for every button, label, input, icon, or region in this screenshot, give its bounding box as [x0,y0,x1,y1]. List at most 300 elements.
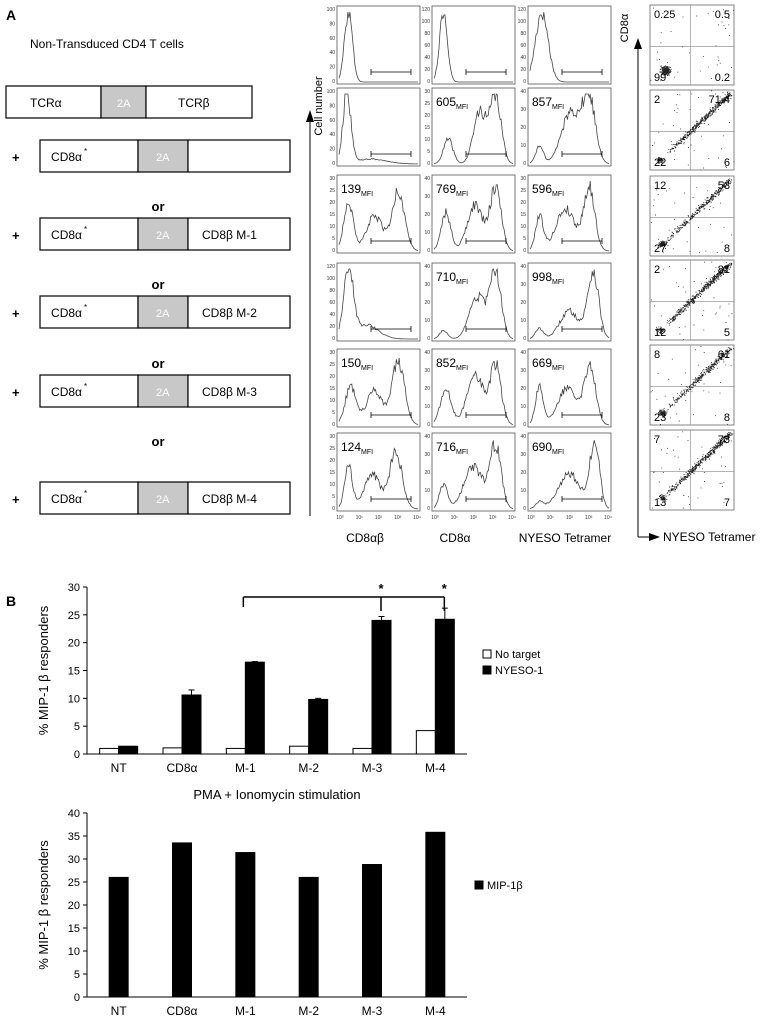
quadrant-percent: 22 [654,157,667,169]
dot-plot-column [619,5,755,544]
histogram-panel [518,6,611,85]
histogram-panel [329,175,420,254]
y-tick-label: 10 [520,318,526,324]
histogram-panel [329,349,420,428]
y-tick-label: 5 [332,494,335,500]
x-tick-label: 10² [469,515,478,521]
y-tick-label: 20 [329,64,335,71]
y-tick-label: 80 [424,31,430,37]
y-tick-label: 40 [329,132,335,139]
y-tick-label: 20 [329,146,335,153]
y-tick-label: 0 [427,161,430,167]
mfi-subscript: MFI [552,104,565,111]
y-tick-label: 30 [424,194,430,200]
plus-sign: + [12,385,20,400]
quadrant-percent: 73 [717,434,730,446]
quadrant-percent: 12 [654,180,667,192]
x-tick-label: 10¹ [450,515,458,521]
y-tick-label: 20 [329,200,335,206]
mfi-value: 596 [532,182,553,196]
y-tick-label: 0 [427,336,430,342]
x-tick-label: CD8α [166,761,198,775]
dot-plot-panel [650,345,734,425]
y-tick-label: 0 [332,161,335,167]
y-tick-label: 10 [424,137,430,143]
y-tick-label: 15 [329,470,335,476]
y-tick-label: 0 [523,422,526,428]
y-tick-label: 120 [517,7,526,13]
y-tick-label: 80 [329,103,335,110]
y-tick-label: 0 [427,506,430,512]
cd8a-star: * [84,225,88,234]
y-tick-label: 15 [520,212,526,218]
cd8b-label: CD8β M-2 [202,306,257,320]
y-tick-label: 0 [73,992,80,1004]
y-tick-label: 5 [523,236,526,242]
linker-2a-label: 2A [156,230,170,242]
construct-diagram [6,86,290,514]
quadrant-percent: 23 [654,412,667,424]
bar [426,832,445,997]
bar [182,695,201,754]
y-tick-label: 15 [67,665,80,678]
quadrant-percent: 6 [723,157,730,169]
quadrant-percent: 7 [654,434,661,446]
cell-number-label: Cell number [313,76,325,136]
quadrant-percent: 7 [723,497,730,509]
y-tick-label: 40 [424,264,430,270]
bar [236,853,255,997]
y-tick-label: 40 [520,434,526,440]
dot-plot-panel [650,430,734,510]
bar [119,746,138,754]
y-tick-label: 20 [424,67,430,73]
or-label: or [151,199,165,214]
y-tick-label: 35 [67,831,80,843]
bar [309,699,328,754]
bar [290,746,309,754]
y-tick-label: 10 [67,946,80,958]
legend-swatch [483,650,491,658]
y-tick-label: 0 [332,79,335,85]
quadrant-percent: 99 [654,72,667,84]
y-tick-label: 20 [424,212,430,218]
cd8a-label: CD8α [51,150,82,164]
mfi-subscript: MFI [552,365,565,372]
y-tick-label: 120 [421,7,430,13]
cd8b-label: CD8β M-3 [202,385,257,399]
mfi-subscript: MFI [361,191,374,198]
cd8a-star: * [84,489,88,498]
y-tick-label: 40 [424,350,430,356]
x-tick-label: CD8α [166,1004,198,1018]
bar [363,865,382,997]
x-tick-label: 10⁰ [431,515,439,521]
cd8-construct [12,296,290,328]
linker-2a-label: 2A [156,308,170,320]
y-tick-label: 30 [520,368,526,374]
y-tick-label: 30 [520,282,526,288]
x-tick-label: 10⁴ [413,515,421,521]
quadrant-percent: 13 [654,497,667,509]
y-tick-label: 5 [332,410,335,416]
quadrant-percent: 12 [654,327,667,339]
y-tick-label: 30 [424,368,430,374]
y-tick-label: 30 [67,582,80,594]
histogram-panel [329,433,420,521]
column-label: CD8α [439,531,471,545]
y-tick-label: 30 [329,434,335,440]
bar [353,748,372,754]
quadrant-percent: 8 [723,243,730,255]
cd8-construct [12,218,290,250]
histogram-grid [306,6,612,545]
mfi-subscript: MFI [456,279,469,286]
y-tick-label: 30 [520,176,526,182]
plus-sign: + [12,228,20,243]
histogram-panel [520,349,611,428]
y-tick-label: 0 [427,79,430,85]
y-tick-label: 60 [424,43,430,49]
y-tick-label: 25 [329,446,335,452]
quadrant-percent: 53 [717,180,730,192]
y-tick-label: 0 [523,336,526,342]
y-tick-label: 10 [329,482,335,488]
x-tick-label: 10³ [489,515,497,521]
y-tick-label: 5 [73,969,80,981]
cd8a-axis-label: CD8α [619,13,631,43]
y-tick-label: 10 [520,488,526,494]
cd8b-label: CD8β M-4 [202,492,257,506]
legend-label: No target [495,649,541,661]
mfi-value: 716 [436,440,457,454]
y-tick-label: 40 [424,434,430,440]
dot-plot-panel [650,260,734,340]
quadrant-percent: 2 [654,94,661,106]
histogram-panel [424,175,515,254]
y-tick-label: 20 [329,458,335,464]
histogram-panel [520,263,611,342]
y-tick-label: 10 [424,318,430,324]
bar [435,619,454,754]
cd8a-label: CD8α [51,306,82,320]
y-tick-label: 20 [424,113,430,119]
y-tick-label: 0 [332,506,335,512]
y-tick-label: 30 [329,176,335,182]
histogram-panel [327,88,420,167]
y-tick-label: 60 [329,300,335,306]
y-tick-label: 40 [424,55,430,61]
y-tick-label: 80 [520,31,526,37]
plus-sign: + [12,150,20,165]
y-axis-label: % MIP-1 β responders [36,605,51,736]
panel-a-label: A [6,7,17,23]
x-tick-label: 10¹ [546,515,554,521]
quadrant-percent: 27 [654,243,667,255]
or-label: or [151,277,165,292]
y-tick-label: 25 [424,101,430,107]
quadrant-percent: 5 [723,327,730,339]
y-tick-label: 30 [424,89,430,95]
y-tick-label: 10 [329,224,335,230]
y-tick-label: 10 [520,224,526,230]
y-tick-label: 10 [424,230,430,236]
x-tick-label: 10¹ [355,515,363,521]
x-tick-label: 10⁴ [604,515,612,521]
linker-2a-label: 2A [156,387,170,399]
y-tick-label: 20 [520,386,526,392]
y-tick-label: 25 [67,877,80,889]
bar [372,620,391,754]
bar [299,877,318,997]
mfi-value: 690 [532,440,553,454]
y-tick-label: 15 [329,386,335,392]
quadrant-percent: 61 [717,349,730,361]
y-tick-label: 10 [424,404,430,410]
mfi-subscript: MFI [552,191,565,198]
y-tick-label: 10 [424,488,430,494]
x-tick-label: NT [110,1004,127,1018]
quadrant-percent: 0.25 [654,9,676,21]
mfi-value: 139 [341,182,362,196]
y-tick-label: 40 [424,176,430,182]
column-label: CD8αβ [346,531,384,545]
histogram-panel [422,6,515,85]
mfi-subscript: MFI [456,191,469,198]
bar [226,748,245,754]
y-tick-label: 0 [332,336,335,342]
cd8a-star: * [84,382,88,391]
y-tick-label: 100 [326,276,335,282]
cd8a-label: CD8α [51,385,82,399]
cd8a-star: * [84,303,88,312]
linker-2a-label: 2A [156,494,170,506]
histogram-panel [424,349,515,428]
cd8b-box [188,140,290,172]
y-tick-label: 10 [67,693,80,706]
y-tick-label: 20 [67,637,80,650]
y-tick-label: 0 [523,248,526,254]
legend-swatch [475,881,483,889]
y-tick-label: 25 [520,188,526,194]
x-tick-label: M-1 [234,761,256,775]
bar [109,877,128,997]
y-tick-label: 80 [329,21,335,28]
mfi-subscript: MFI [552,279,565,286]
y-tick-label: 0 [332,422,335,428]
legend-swatch [483,666,491,674]
mfi-subscript: MFI [552,449,565,456]
histogram-panel [424,433,515,521]
tcr-alpha-label: TCRα [30,96,62,110]
cd8a-label: CD8α [51,492,82,506]
x-tick-label: M-3 [361,1004,383,1018]
y-tick-label: 0 [523,79,526,85]
x-tick-label: 10² [565,515,574,521]
y-tick-label: 40 [520,350,526,356]
plus-sign: + [12,306,20,321]
mfi-value: 769 [436,182,457,196]
quadrant-percent: 8 [723,412,730,424]
mfi-value: 605 [436,95,457,109]
or-label: or [151,356,165,371]
x-tick-label: 10⁰ [527,515,535,521]
x-tick-label: M-3 [361,761,383,775]
y-tick-label: 60 [520,43,526,49]
x-tick-label: NT [110,761,127,775]
mfi-value: 124 [341,440,362,454]
bar [245,662,264,754]
y-tick-label: 10 [520,143,526,149]
y-tick-label: 20 [329,374,335,380]
x-tick-label: M-2 [298,761,320,775]
bar [163,748,182,754]
y-tick-label: 15 [67,923,80,935]
quadrant-percent: 71.4 [708,94,730,106]
y-tick-label: 80 [329,288,335,294]
mfi-subscript: MFI [361,449,374,456]
cd8-construct [12,482,290,514]
tetramer-axis-label: NYESO Tetramer [663,530,756,544]
legend-label: NYESO-1 [495,665,544,677]
y-tick-label: 30 [329,350,335,356]
y-tick-label: 60 [329,35,335,42]
y-tick-label: 0 [73,749,80,761]
y-tick-label: 20 [520,470,526,476]
x-tick-label: M-1 [234,1004,256,1018]
y-tick-label: 25 [329,362,335,368]
panel-a-header: Non-Transduced CD4 T cells [30,37,184,51]
legend-label: MIP-1β [487,880,523,892]
y-tick-label: 100 [517,19,526,25]
cd8a-label: CD8α [51,228,82,242]
mfi-subscript: MFI [456,365,469,372]
y-tick-label: 20 [520,125,526,131]
y-tick-label: 0 [332,248,335,254]
x-tick-label: 10³ [394,515,402,521]
quadrant-percent: 0.5 [714,9,730,21]
linker-2a-label: 2A [156,152,170,164]
x-tick-label: 10³ [585,515,593,521]
column-label: NYESO Tetramer [518,531,612,545]
y-tick-label: 0 [427,422,430,428]
dot-plot-panel [650,5,734,85]
y-tick-label: 20 [520,200,526,206]
dot-plot-panel [650,176,734,256]
histogram-panel [520,88,611,167]
y-tick-label: 120 [326,264,335,270]
quadrant-percent: 2 [654,264,661,276]
y-tick-label: 20 [520,300,526,306]
cd8b-label: CD8β M-1 [202,228,257,242]
tcr-construct [6,86,252,118]
y-tick-label: 20 [329,324,335,330]
y-tick-label: 40 [329,50,335,57]
bar [173,843,192,997]
dot-plot-panel [650,90,734,170]
y-tick-label: 40 [520,55,526,61]
y-tick-label: 30 [520,107,526,113]
y-tick-label: 30 [424,452,430,458]
mfi-subscript: MFI [456,104,469,111]
y-tick-label: 0 [427,248,430,254]
y-tick-label: 10 [520,404,526,410]
significance-star: * [378,581,384,596]
y-tick-label: 20 [424,300,430,306]
y-tick-label: 0 [523,506,526,512]
linker-2a-label: 2A [117,98,131,110]
or-label: or [151,434,165,449]
y-axis-label: % MIP-1 β responders [36,840,51,970]
histogram-panel [327,263,420,342]
y-tick-label: 15 [329,212,335,218]
quadrant-percent: 8 [654,349,661,361]
cd8a-star: * [84,147,88,156]
mfi-subscript: MFI [456,449,469,456]
y-tick-label: 40 [520,89,526,95]
y-tick-label: 5 [427,149,430,155]
y-tick-label: 40 [520,264,526,270]
x-tick-label: M-4 [424,1004,446,1018]
histogram-panel [424,88,515,167]
y-tick-label: 15 [424,125,430,131]
y-tick-label: 5 [73,721,80,734]
y-tick-label: 25 [329,188,335,194]
y-tick-label: 100 [326,7,335,13]
y-tick-label: 0 [523,161,526,167]
tcr-beta-label: TCRβ [178,96,210,110]
y-tick-label: 100 [421,19,430,25]
histogram-panel [520,433,611,521]
significance-star: * [441,581,447,596]
arrow-right-icon [649,533,660,541]
chart-title: PMA + Ionomycin stimulation [193,787,361,802]
mfi-value: 857 [532,95,553,109]
mfi-value: 150 [341,356,362,370]
cd8-construct [12,375,290,407]
y-tick-label: 5 [332,236,335,242]
bar [100,748,119,754]
mfi-value: 710 [436,270,457,284]
y-tick-label: 20 [67,900,80,912]
mfi-value: 852 [436,356,457,370]
x-tick-label: M-4 [424,761,446,775]
y-tick-label: 30 [520,452,526,458]
y-tick-label: 40 [67,808,80,820]
y-tick-label: 60 [329,117,335,124]
arrow-up-icon [634,38,642,49]
y-tick-label: 25 [67,609,80,622]
quadrant-percent: 81 [717,264,730,276]
x-tick-label: 10² [374,515,383,521]
x-tick-label: 10⁴ [508,515,516,521]
cell-number-axis [306,76,325,516]
y-tick-label: 30 [424,282,430,288]
histogram-panel [424,263,515,342]
mfi-subscript: MFI [361,365,374,372]
histogram-panel [520,175,611,254]
histogram-panel [327,6,420,85]
cd8-construct [12,140,290,172]
y-tick-label: 20 [424,470,430,476]
mip1b-pma-bar-chart [36,787,523,1018]
mfi-value: 998 [532,270,553,284]
bar [416,731,435,754]
plus-sign: + [12,492,20,507]
quadrant-percent: 0.2 [714,72,730,84]
mfi-value: 669 [532,356,553,370]
mip1b-nyeso-bar-chart [36,581,543,775]
